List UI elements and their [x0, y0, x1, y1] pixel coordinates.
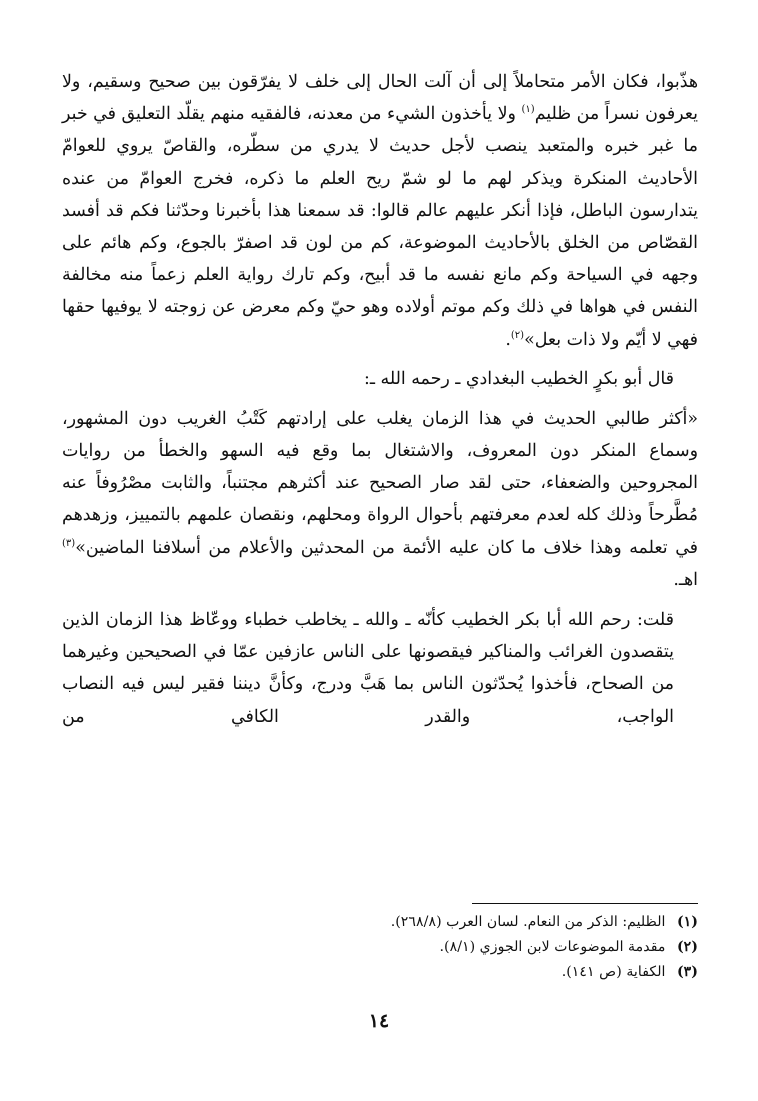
footnote-item: [62, 960, 698, 985]
paragraph-text: هذّبوا، فكان الأمر متحاملاً إلى أن آلت الحال إلى خلف لا يفرّقون بين صحيح وسقيم، ولا يعرفون نسراً من ظليم: [62, 72, 698, 125]
commentary-paragraph: قلت: رحم الله أبا بكر الخطيب كأنّه ـ والله ـ يخاطب خطباء ووعّاظ هذا الزمان الذين يتقصدون الغرائب والمناكير فيقصونها على الناس عازفين عمّا في الصحيحين وغيرهما من الصحاح، فأخذوا يُحدّثون الناس بما هَبَّ ودرج، وكأنَّ ديننا فقير ليس فيه النصاب الواجب، والقدر الكافي من: [62, 610, 674, 727]
page-number: ١٤: [368, 1010, 390, 1032]
quotation-text: «أكثر طالبي الحديث في هذا الزمان يغلب على إرادتهم كَتْبُ الغريب دون المشهور، وسماع المنكر دون المعروف، والاشتغال بما وقع فيه السهو والخطأ من روايات المجروحين والضعفاء، حتى لقد صار الصحيح عند أكثرهم مجتنباً، والثابت مصْرُوفاً عنه مُطَّرحاً وذلك كله لعدم معرفتهم بأحوال الرواة ومحلهم، ونقصان علمهم بالتمييز، وزهدهم في تعلمه وهذا خلاف ما كان عليه الأئمة من المحدثين والأعلام من أسلافنا الماضين»: [62, 408, 698, 558]
footnote-text: الظليم: الذكر من النعام. لسان العرب (٢٦٨/٨).: [390, 914, 666, 930]
footnote-item: [62, 935, 698, 960]
paragraph-text: ولا يأخذون الشيء من معدنه، فالفقيه منهم يقلّد التعليق في خبر ما غبر خبره والمتعبد ينصب لأجل حديث لا يدري من سطّره، والقاصّ يروي للعوامّ الأحاديث المنكرة ويذكر لهم ما لو شمّ ريح العلم ما ذكره، فخرج العوامّ من عنده يتدارسون الباطل، فإذا أنكر عليهم عالم قالوا: قد سمعنا هذا بأخبرنا وحدّثنا فكم قد أفسد القصّاص من الخلق بالأحاديث الموضوعة، كم من لون قد اصفرّ بالجوع، وكم هائم على وجهه في السياحة وكم مانع نفسه ما قد أبيح، وكم تارك رواية العلم زعماً منه مخالفة النفس في هواها في ذلك وكم موتم أولاده وهو حيّ وكم معرض عن زوجته لا يوفيها حقها فهي لا أيّم ولا ذات بعل»: [62, 104, 698, 350]
footnotes: [62, 910, 698, 985]
footnote-ref[interactable]: (٢): [510, 329, 525, 341]
footnote-number: (٢): [676, 939, 698, 955]
quote-intro: قال أبو بكرٍ الخطيب البغدادي ـ رحمه الله ـ:: [364, 368, 674, 389]
footnote-text: مقدمة الموضوعات لابن الجوزي (٨/١).: [439, 939, 666, 955]
footnote-number: (١): [676, 914, 698, 930]
footnote-separator: [472, 903, 698, 904]
footnote-text: الكفاية (ص ١٤١).: [561, 964, 666, 980]
paragraph-continuation: [62, 66, 698, 356]
quotation-paragraph: [62, 403, 698, 596]
footnote-number: (٣): [676, 964, 698, 980]
page-body: [62, 66, 698, 733]
footnote-ref[interactable]: (٣): [62, 537, 76, 549]
paragraph-text: .: [505, 329, 511, 350]
quotation-text: اهـ.: [673, 569, 698, 590]
footnote-item: [62, 910, 698, 935]
footnote-ref[interactable]: (١): [521, 104, 535, 116]
